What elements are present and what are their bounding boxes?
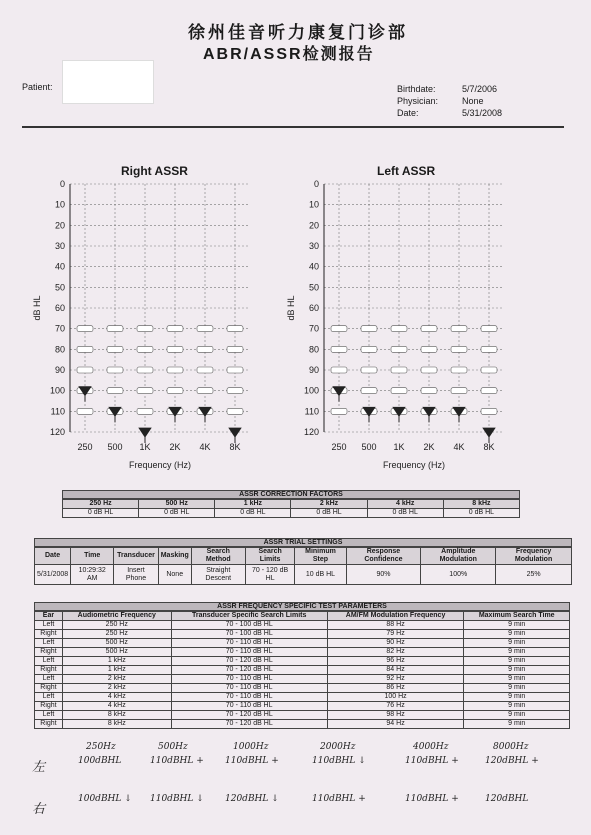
params-row	[35, 684, 570, 693]
search-limit-box	[391, 388, 407, 394]
handwritten-right-value: 100dBHL ↓	[78, 794, 132, 804]
trial-header: Transducer	[114, 548, 159, 565]
y-tick-label: 0	[313, 179, 319, 189]
correction-title: ASSR CORRECTION FACTORS	[62, 490, 520, 499]
search-limit-box	[227, 388, 243, 394]
params-cell: 70 - 110 dB HL	[171, 693, 327, 702]
params-cell: 92 Hz	[327, 675, 464, 684]
x-tick-label: 250	[331, 442, 347, 452]
handwritten-left-value: 110dBHL ↓	[312, 756, 366, 766]
params-cell: 9 min	[464, 711, 570, 720]
y-axis-label: dB HL	[286, 295, 296, 321]
handwritten-right-label: 右	[32, 802, 46, 817]
x-axis-label: Frequency (Hz)	[382, 460, 446, 470]
handwritten-right-value: 110dBHL +	[405, 794, 459, 804]
trial-cell: 10:29:32 AM	[71, 565, 114, 585]
search-limit-box	[361, 367, 377, 373]
x-tick-label: 8K	[229, 442, 241, 452]
search-limit-box	[451, 326, 467, 332]
correction-header: 1 kHz	[215, 500, 291, 509]
params-cell: 76 Hz	[327, 702, 464, 711]
params-cell: 9 min	[464, 720, 570, 729]
correction-header: 4 kHz	[367, 500, 443, 509]
handwritten-right-value: 120dBHL	[485, 794, 529, 804]
search-limit-box	[481, 388, 497, 394]
params-cell: 2 kHz	[62, 675, 171, 684]
date-label: Date:	[397, 108, 419, 118]
params-cell: 9 min	[464, 702, 570, 711]
y-tick-label: 50	[54, 282, 65, 293]
params-header: Transducer Specific Search Limits	[171, 612, 327, 621]
params-cell: 84 Hz	[327, 666, 464, 675]
handwritten-frequency: 4000Hz	[413, 742, 449, 752]
params-row	[35, 630, 570, 639]
correction-value: 0 dB HL	[443, 509, 519, 518]
params-cell: 94 Hz	[327, 720, 464, 729]
correction-value: 0 dB HL	[367, 509, 443, 518]
params-cell: Right	[35, 702, 63, 711]
trial-header: Amplitude Modulation	[421, 548, 496, 565]
params-cell: 70 - 110 dB HL	[171, 648, 327, 657]
search-limit-box	[197, 326, 213, 332]
params-title: ASSR FREQUENCY SPECIFIC TEST PARAMETERS	[34, 602, 570, 611]
search-limit-box	[481, 346, 497, 352]
search-limit-box	[481, 367, 497, 373]
trial-header: Search Method	[191, 548, 245, 565]
trial-cell: Straight Descent	[191, 565, 245, 585]
search-limit-box	[197, 388, 213, 394]
params-cell: 9 min	[464, 675, 570, 684]
params-cell: Right	[35, 630, 63, 639]
params-cell: 70 - 110 dB HL	[171, 675, 327, 684]
physician-value: None	[462, 96, 484, 106]
params-cell: Right	[35, 648, 63, 657]
search-limit-box	[77, 408, 93, 414]
trial-header: Frequency Modulation	[496, 548, 572, 565]
params-table	[34, 611, 570, 729]
trial-header: Date	[35, 548, 71, 565]
y-tick-label: 40	[308, 261, 319, 272]
left-chart-title: Left ASSR	[377, 164, 436, 178]
params-row	[35, 693, 570, 702]
x-tick-label: 1K	[393, 442, 405, 452]
search-limit-box	[227, 326, 243, 332]
params-cell: 9 min	[464, 657, 570, 666]
params-cell: 90 Hz	[327, 639, 464, 648]
search-limit-box	[227, 408, 243, 414]
handwritten-notes	[30, 742, 580, 822]
params-cell: 4 kHz	[62, 693, 171, 702]
trial-cell: 10 dB HL	[295, 565, 346, 585]
trial-cell: 5/31/2008	[35, 565, 71, 585]
handwritten-frequency: 500Hz	[158, 742, 188, 752]
handwritten-right-value: 110dBHL +	[312, 794, 366, 804]
params-cell: 70 - 120 dB HL	[171, 720, 327, 729]
params-row	[35, 666, 570, 675]
trial-cell: 90%	[346, 565, 421, 585]
params-cell: 9 min	[464, 630, 570, 639]
search-limit-box	[107, 367, 123, 373]
y-tick-label: 100	[49, 385, 65, 396]
search-limit-box	[107, 388, 123, 394]
correction-header: 8 kHz	[443, 500, 519, 509]
date-value: 5/31/2008	[462, 108, 503, 118]
trial-cell: 100%	[421, 565, 496, 585]
params-cell: 82 Hz	[327, 648, 464, 657]
y-tick-label: 120	[303, 427, 319, 437]
search-limit-box	[331, 367, 347, 373]
params-cell: 96 Hz	[327, 657, 464, 666]
right-assr-chart	[28, 176, 268, 476]
params-cell: 86 Hz	[327, 684, 464, 693]
y-tick-label: 70	[54, 323, 65, 334]
params-row	[35, 648, 570, 657]
params-cell: Right	[35, 684, 63, 693]
search-limit-box	[137, 388, 153, 394]
header-divider	[22, 126, 564, 128]
search-limit-box	[481, 408, 497, 414]
trial-cell: None	[158, 565, 191, 585]
handwritten-left-value: 110dBHL +	[150, 756, 204, 766]
params-cell: 1 kHz	[62, 657, 171, 666]
birthdate-value: 5/7/2006	[462, 84, 498, 94]
handwritten-right-value: 120dBHL ↓	[225, 794, 279, 804]
trial-cell: 25%	[496, 565, 572, 585]
trial-section	[34, 538, 572, 585]
params-cell: Left	[35, 639, 63, 648]
handwritten-frequency: 8000Hz	[493, 742, 529, 752]
y-tick-label: 40	[54, 261, 65, 272]
params-cell: Left	[35, 657, 63, 666]
trial-header: Response Confidence	[346, 548, 421, 565]
trial-header: Minimum Step	[295, 548, 346, 565]
x-tick-label: 2K	[423, 442, 435, 452]
search-limit-box	[167, 367, 183, 373]
trial-header: Search Limits	[245, 548, 295, 565]
search-limit-box	[391, 367, 407, 373]
params-cell: 9 min	[464, 693, 570, 702]
params-cell: 98 Hz	[327, 711, 464, 720]
x-axis-label: Frequency (Hz)	[128, 460, 192, 470]
search-limit-box	[137, 367, 153, 373]
params-cell: Right	[35, 666, 63, 675]
params-cell: 70 - 110 dB HL	[171, 684, 327, 693]
search-limit-box	[107, 326, 123, 332]
x-tick-label: 2K	[169, 442, 181, 452]
params-cell: 70 - 100 dB HL	[171, 630, 327, 639]
search-limit-box	[421, 367, 437, 373]
x-tick-label: 250	[77, 442, 93, 452]
x-tick-label: 4K	[453, 442, 465, 452]
y-tick-label: 110	[304, 406, 319, 417]
search-limit-box	[77, 326, 93, 332]
handwritten-left-label: 左	[32, 760, 46, 775]
params-cell: Left	[35, 711, 63, 720]
handwritten-frequency: 1000Hz	[233, 742, 269, 752]
params-cell: 8 kHz	[62, 720, 171, 729]
search-limit-box	[391, 326, 407, 332]
params-cell: 9 min	[464, 621, 570, 630]
right-chart-title: Right ASSR	[121, 164, 188, 178]
params-cell: 4 kHz	[62, 702, 171, 711]
search-limit-box	[481, 326, 497, 332]
params-header: Audiometric Frequency	[62, 612, 171, 621]
correction-value: 0 dB HL	[291, 509, 367, 518]
search-limit-box	[167, 388, 183, 394]
correction-value: 0 dB HL	[139, 509, 215, 518]
search-limit-box	[361, 346, 377, 352]
params-cell: 9 min	[464, 639, 570, 648]
params-cell: 70 - 120 dB HL	[171, 711, 327, 720]
search-limit-box	[391, 346, 407, 352]
y-tick-label: 20	[54, 220, 65, 231]
params-cell: 79 Hz	[327, 630, 464, 639]
x-tick-label: 1K	[139, 442, 151, 452]
search-limit-box	[197, 367, 213, 373]
params-cell: 250 Hz	[62, 621, 171, 630]
y-tick-label: 70	[308, 323, 319, 334]
report-title: ABR/ASSR检测报告	[203, 46, 375, 63]
search-limit-box	[361, 326, 377, 332]
handwritten-left-value: 120dBHL +	[485, 756, 539, 766]
params-cell: 500 Hz	[62, 648, 171, 657]
handwritten-frequency: 2000Hz	[320, 742, 356, 752]
params-row	[35, 702, 570, 711]
y-tick-label: 60	[54, 303, 65, 313]
y-tick-label: 0	[59, 179, 65, 189]
params-cell: 88 Hz	[327, 621, 464, 630]
y-tick-label: 60	[308, 303, 319, 313]
search-limit-box	[451, 388, 467, 394]
params-cell: 500 Hz	[62, 639, 171, 648]
params-row	[35, 675, 570, 684]
search-limit-box	[137, 346, 153, 352]
params-cell: 2 kHz	[62, 684, 171, 693]
y-tick-label: 20	[308, 220, 319, 231]
trial-title: ASSR TRIAL SETTINGS	[34, 538, 572, 547]
params-cell: 250 Hz	[62, 630, 171, 639]
trial-header: Time	[71, 548, 114, 565]
correction-value: 0 dB HL	[215, 509, 291, 518]
params-header: Maximum Search Time	[464, 612, 570, 621]
y-tick-label: 90	[54, 365, 65, 375]
correction-section	[62, 490, 520, 518]
search-limit-box	[167, 346, 183, 352]
correction-value: 0 dB HL	[63, 509, 139, 518]
handwritten-left-value: 110dBHL +	[405, 756, 459, 766]
y-tick-label: 90	[308, 365, 319, 375]
y-tick-label: 50	[308, 282, 319, 293]
search-limit-box	[197, 346, 213, 352]
y-tick-label: 10	[308, 199, 319, 210]
search-limit-box	[361, 388, 377, 394]
birthdate-label: Birthdate:	[397, 84, 436, 94]
y-tick-label: 30	[54, 241, 65, 251]
search-limit-box	[227, 367, 243, 373]
trial-table	[34, 547, 572, 585]
params-cell: Right	[35, 720, 63, 729]
x-tick-label: 500	[361, 442, 377, 452]
patient-label: Patient:	[22, 82, 53, 92]
search-limit-box	[167, 326, 183, 332]
params-cell: 70 - 100 dB HL	[171, 621, 327, 630]
search-limit-box	[331, 408, 347, 414]
handwritten-left-value: 100dBHL	[78, 756, 122, 766]
params-row	[35, 711, 570, 720]
correction-header: 500 Hz	[139, 500, 215, 509]
search-limit-box	[77, 367, 93, 373]
search-limit-box	[451, 367, 467, 373]
trial-cell: Insert Phone	[114, 565, 159, 585]
handwritten-right-value: 110dBHL ↓	[150, 794, 204, 804]
y-tick-label: 100	[303, 385, 319, 396]
params-cell: 9 min	[464, 666, 570, 675]
x-tick-label: 500	[107, 442, 123, 452]
search-limit-box	[331, 326, 347, 332]
physician-label: Physician:	[397, 96, 439, 106]
params-cell: 8 kHz	[62, 711, 171, 720]
y-tick-label: 110	[50, 406, 65, 417]
search-limit-box	[451, 346, 467, 352]
params-cell: 1 kHz	[62, 666, 171, 675]
params-cell: 9 min	[464, 648, 570, 657]
params-row	[35, 657, 570, 666]
search-limit-box	[137, 408, 153, 414]
params-cell: Left	[35, 675, 63, 684]
correction-header: 250 Hz	[63, 500, 139, 509]
params-cell: 100 Hz	[327, 693, 464, 702]
params-header: AM/FM Modulation Frequency	[327, 612, 464, 621]
handwritten-left-value: 110dBHL +	[225, 756, 279, 766]
y-tick-label: 120	[49, 427, 65, 437]
search-limit-box	[421, 326, 437, 332]
trial-cell: 70 - 120 dB HL	[245, 565, 295, 585]
trial-header: Masking	[158, 548, 191, 565]
patient-name-redacted	[62, 60, 154, 104]
params-cell: 9 min	[464, 684, 570, 693]
y-tick-label: 80	[54, 344, 65, 355]
y-axis-label: dB HL	[32, 295, 42, 321]
params-row	[35, 639, 570, 648]
params-header: Ear	[35, 612, 63, 621]
search-limit-box	[227, 346, 243, 352]
params-cell: 70 - 110 dB HL	[171, 702, 327, 711]
clinic-title: 徐州佳音听力康复门诊部	[188, 23, 408, 43]
search-limit-box	[137, 326, 153, 332]
params-cell: Left	[35, 693, 63, 702]
left-assr-chart	[282, 176, 522, 476]
params-cell: Left	[35, 621, 63, 630]
handwritten-frequency: 250Hz	[86, 742, 116, 752]
y-tick-label: 80	[308, 344, 319, 355]
params-cell: 70 - 110 dB HL	[171, 639, 327, 648]
x-tick-label: 8K	[483, 442, 495, 452]
x-tick-label: 4K	[199, 442, 211, 452]
params-cell: 70 - 120 dB HL	[171, 666, 327, 675]
search-limit-box	[421, 388, 437, 394]
search-limit-box	[107, 346, 123, 352]
correction-header: 2 kHz	[291, 500, 367, 509]
correction-table	[62, 499, 520, 518]
search-limit-box	[331, 346, 347, 352]
params-row	[35, 621, 570, 630]
params-row	[35, 720, 570, 729]
y-tick-label: 30	[308, 241, 319, 251]
y-tick-label: 10	[54, 199, 65, 210]
search-limit-box	[77, 346, 93, 352]
params-cell: 70 - 120 dB HL	[171, 657, 327, 666]
search-limit-box	[421, 346, 437, 352]
params-section	[34, 602, 570, 729]
